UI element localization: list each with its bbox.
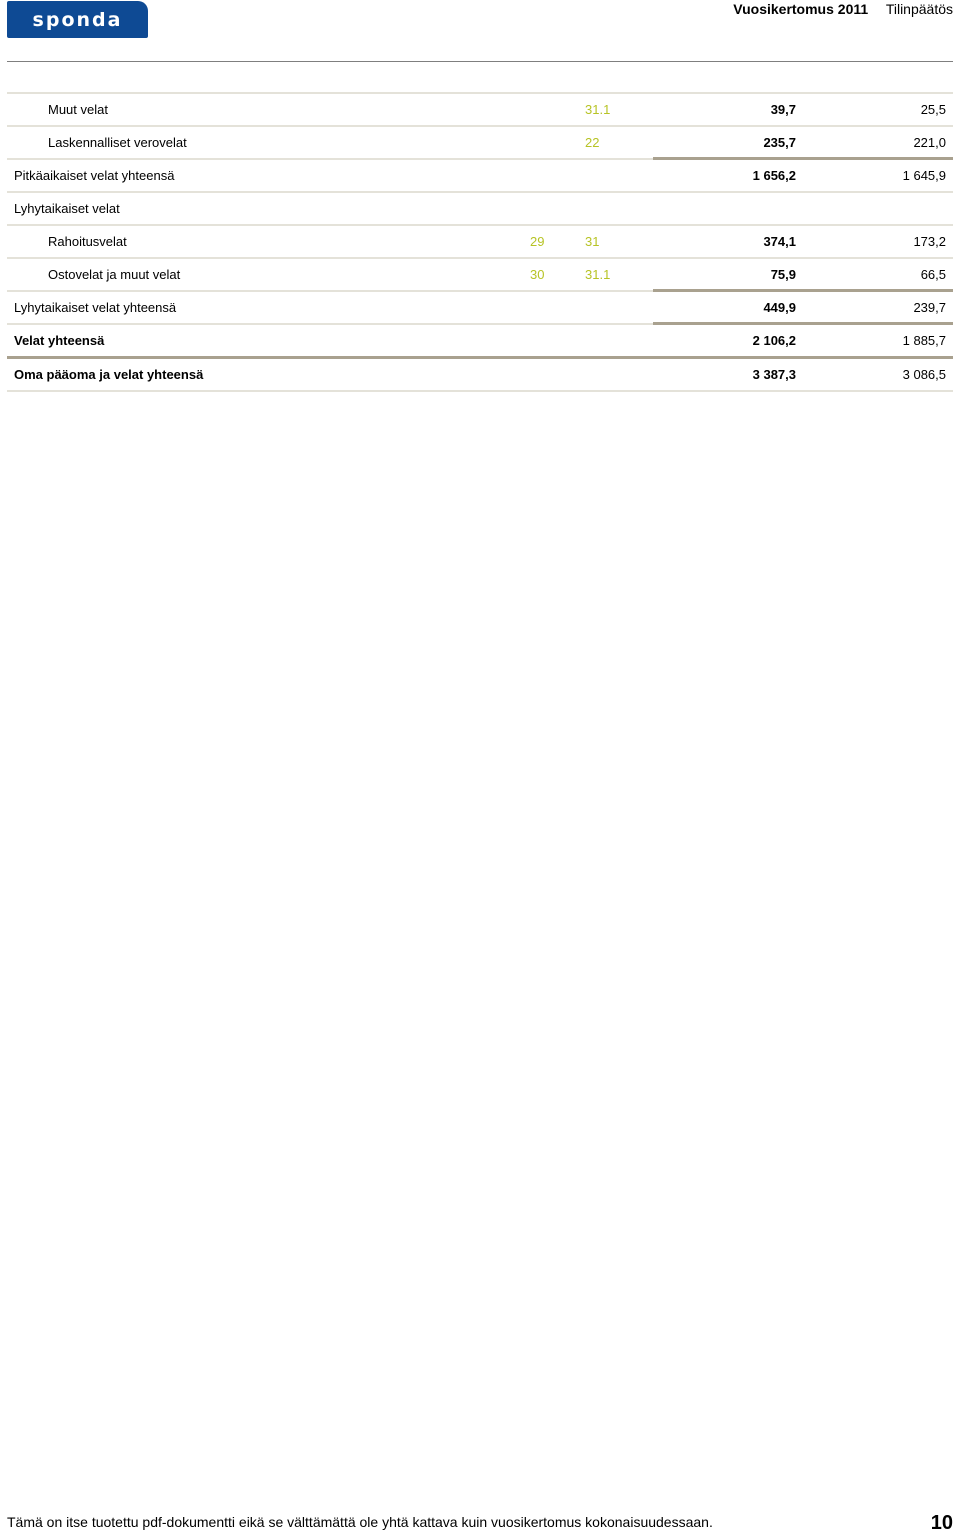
- report-title: Vuosikertomus 2011: [733, 1, 869, 17]
- row-label: Lyhytaikaiset velat yhteensä: [14, 300, 177, 315]
- table-row-total: [7, 325, 953, 359]
- table-row: [7, 226, 953, 259]
- value-2010: 221,0: [913, 135, 946, 150]
- value-2011: 449,9: [763, 300, 796, 315]
- sponda-logo: [7, 1, 148, 38]
- value-2011: 2 106,2: [752, 333, 796, 348]
- value-2011: 374,1: [763, 234, 796, 249]
- table-row-section-heading: [7, 193, 953, 226]
- row-label: Laskennalliset verovelat: [48, 135, 187, 150]
- header-divider: [7, 61, 953, 62]
- report-header: [733, 1, 953, 17]
- table-row: [7, 127, 953, 160]
- value-2011: 235,7: [763, 135, 796, 150]
- note-ref: 31: [585, 234, 600, 249]
- value-2011: 75,9: [770, 267, 796, 282]
- value-2010: 66,5: [920, 267, 946, 282]
- value-2011: 39,7: [770, 102, 796, 117]
- note-ref: 31.1: [585, 267, 611, 282]
- note-ref: 29: [530, 234, 545, 249]
- logo-text: sponda: [32, 8, 123, 31]
- note-ref: 30: [530, 267, 545, 282]
- note-ref: 22: [585, 135, 600, 150]
- value-2010: 173,2: [913, 234, 946, 249]
- balance-sheet-table: [7, 92, 953, 392]
- table-row: [7, 94, 953, 127]
- row-label: Oma pääoma ja velat yhteensä: [14, 367, 204, 382]
- row-label: Muut velat: [48, 102, 108, 117]
- row-label: Ostovelat ja muut velat: [48, 267, 181, 282]
- table-row-grand-total: [7, 359, 953, 392]
- row-label: Lyhytaikaiset velat: [14, 201, 120, 216]
- table-row: [7, 259, 953, 292]
- value-2010: 25,5: [920, 102, 946, 117]
- value-2010: 239,7: [913, 300, 946, 315]
- value-2011: 3 387,3: [752, 367, 796, 382]
- table-row-subtotal: [7, 292, 953, 325]
- value-2011: 1 656,2: [752, 168, 796, 183]
- row-label: Rahoitusvelat: [48, 234, 127, 249]
- page-number: 10: [930, 1512, 953, 1534]
- note-ref: 31.1: [585, 102, 611, 117]
- footer-disclaimer: Tämä on itse tuotettu pdf-dokumentti eikä se välttämättä ole yhtä kattava kuin vuosikertomus kokonaisuudessaan.: [7, 1514, 713, 1530]
- section-title: Tilinpäätös: [885, 1, 953, 17]
- row-label: Velat yhteensä: [14, 333, 105, 348]
- table-row-subtotal: [7, 160, 953, 193]
- row-label: Pitkäaikaiset velat yhteensä: [14, 168, 175, 183]
- value-2010: 3 086,5: [902, 367, 946, 382]
- value-2010: 1 645,9: [902, 168, 946, 183]
- value-2010: 1 885,7: [902, 333, 946, 348]
